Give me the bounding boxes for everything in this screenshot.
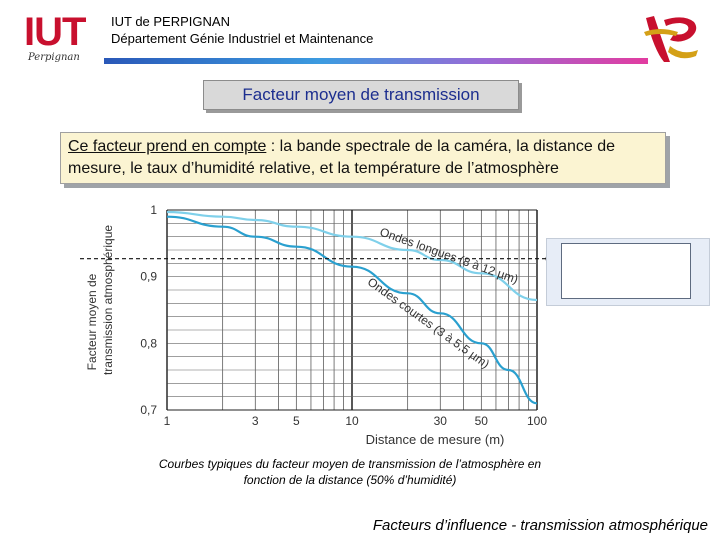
series-label-long-waves: Ondes longues (8 à 12 µm) (378, 224, 521, 287)
x-tick-label: 30 (433, 414, 447, 428)
x-tick-label: 5 (292, 414, 300, 428)
y-tick-label: 1 (150, 203, 157, 217)
series-label-short-waves: Ondes courtes (3 à 5,5 µm) (364, 274, 493, 372)
y-axis-label-line1: Facteur moyen de (85, 273, 99, 371)
x-tick-label: 3 (251, 414, 259, 428)
figure-caption (90, 456, 610, 488)
x-tick-labels (164, 414, 548, 428)
y-tick-labels (140, 203, 157, 417)
x-tick-label: 10 (345, 414, 359, 428)
x-tick-label: 100 (526, 414, 548, 428)
legend-inner-box (561, 243, 691, 299)
y-tick-label: 0,8 (140, 336, 157, 351)
header-text (111, 13, 373, 47)
description-text (68, 136, 665, 180)
caption-line-2: fonction de la distance (50% d’humidité) (243, 473, 457, 487)
institution-name: IUT de PERPIGNAN (111, 14, 230, 29)
iut-logo-letters: IUT (24, 10, 86, 54)
y-tick-label: 0,9 (140, 269, 157, 284)
slide-title-box (203, 80, 519, 110)
iut-logo (24, 12, 94, 70)
slide-title: Facteur moyen de transmission (242, 85, 480, 104)
transmission-chart (70, 198, 710, 450)
x-axis-label: Distance de mesure (m) (365, 432, 505, 447)
slide-footer: Facteurs d’influence - transmission atmosphérique (372, 517, 708, 534)
caption-line-1: Courbes typiques du facteur moyen de transmission de l’atmosphère en (158, 457, 542, 471)
x-tick-label: 1 (163, 414, 171, 428)
header-divider (104, 58, 648, 64)
description-box (60, 132, 666, 184)
legend-box (546, 238, 710, 306)
y-axis-label-line2: transmission atmosphérique (101, 224, 115, 376)
y-tick-label: 0,7 (140, 403, 157, 417)
vp-logo (640, 10, 702, 68)
description-underlined: Ce facteur prend en compte (68, 138, 267, 155)
iut-logo-city: Perpignan (28, 52, 80, 63)
x-tick-label: 50 (474, 414, 488, 428)
department-name: Département Génie Industriel et Maintenance (111, 31, 374, 46)
chart-grid (167, 210, 537, 410)
description-rest: : la bande spectrale de la caméra, la distance de mesure, le taux d’humidité relative, et la température de l’atmosphère (68, 138, 615, 177)
